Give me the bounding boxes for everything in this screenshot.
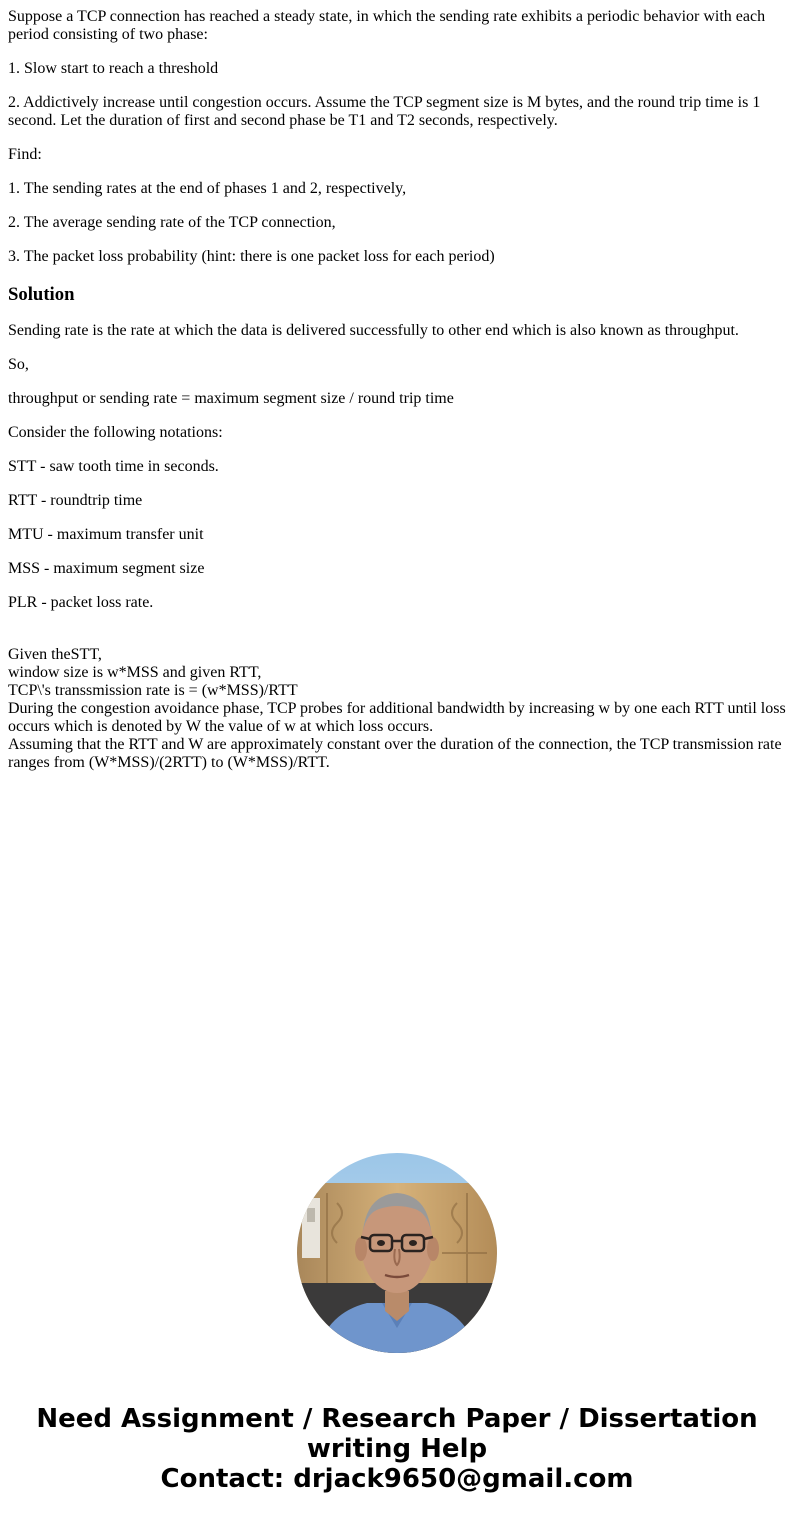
notation-mss: MSS - maximum segment size (8, 560, 205, 577)
find-label: Find: (8, 146, 42, 163)
notation-plr: PLR - packet loss rate. (8, 594, 154, 611)
banner-line: Need Assignment / Research Paper / Dissertation (36, 1404, 758, 1434)
contact-email: Contact: drjack9650@gmail.com (160, 1464, 634, 1494)
answer-block (8, 646, 788, 772)
question-phase-1: 1. Slow start to reach a threshold (8, 60, 219, 77)
solution-paragraph: throughput or sending rate = maximum segment size / round trip time (8, 390, 454, 407)
contact-banner (0, 1404, 794, 1494)
answer-line: Assuming that the RTT and W are approximately constant over the duration of the connection, the TCP transmission rate ranges from (W*MSS)/(2RTT) to (W*MSS)/RTT. (8, 736, 782, 771)
answer-line: During the congestion avoidance phase, TCP probes for additional bandwidth by increasing w by one each RTT until loss occurs which is denoted by W the value of w at which loss occurs. (8, 700, 786, 735)
notation-rtt: RTT - roundtrip time (8, 492, 143, 509)
task-1: 1. The sending rates at the end of phases 1 and 2, respectively, (8, 180, 407, 197)
banner-line: writing Help (306, 1434, 488, 1464)
task-3: 3. The packet loss probability (hint: there is one packet loss for each period) (8, 248, 495, 265)
task-2: 2. The average sending rate of the TCP connection, (8, 214, 336, 231)
question-phase-2: 2. Addictively increase until congestion occurs. Assume the TCP segment size is M bytes, and the round trip time is 1 second. Let the duration of first and second phase be T1 and T2 seconds, respectively. (8, 94, 761, 129)
avatar (297, 1153, 497, 1353)
question-intro: Suppose a TCP connection has reached a steady state, in which the sending rate exhibits a periodic behavior with each period consisting of two phase: (8, 8, 766, 43)
answer-line: TCP\'s transsmission rate is = (w*MSS)/RTT (8, 682, 298, 699)
answer-line: Given theSTT, (8, 646, 102, 663)
solution-heading: Solution (8, 284, 75, 305)
solution-paragraph: Consider the following notations: (8, 424, 223, 441)
notation-mtu: MTU - maximum transfer unit (8, 526, 204, 543)
document-body (8, 8, 788, 772)
solution-paragraph: So, (8, 356, 29, 373)
notation-stt: STT - saw tooth time in seconds. (8, 458, 219, 475)
answer-line: window size is w*MSS and given RTT, (8, 664, 262, 681)
person-portrait-icon (297, 1153, 497, 1353)
solution-paragraph: Sending rate is the rate at which the data is delivered successfully to other end which is also known as throughput. (8, 322, 739, 339)
